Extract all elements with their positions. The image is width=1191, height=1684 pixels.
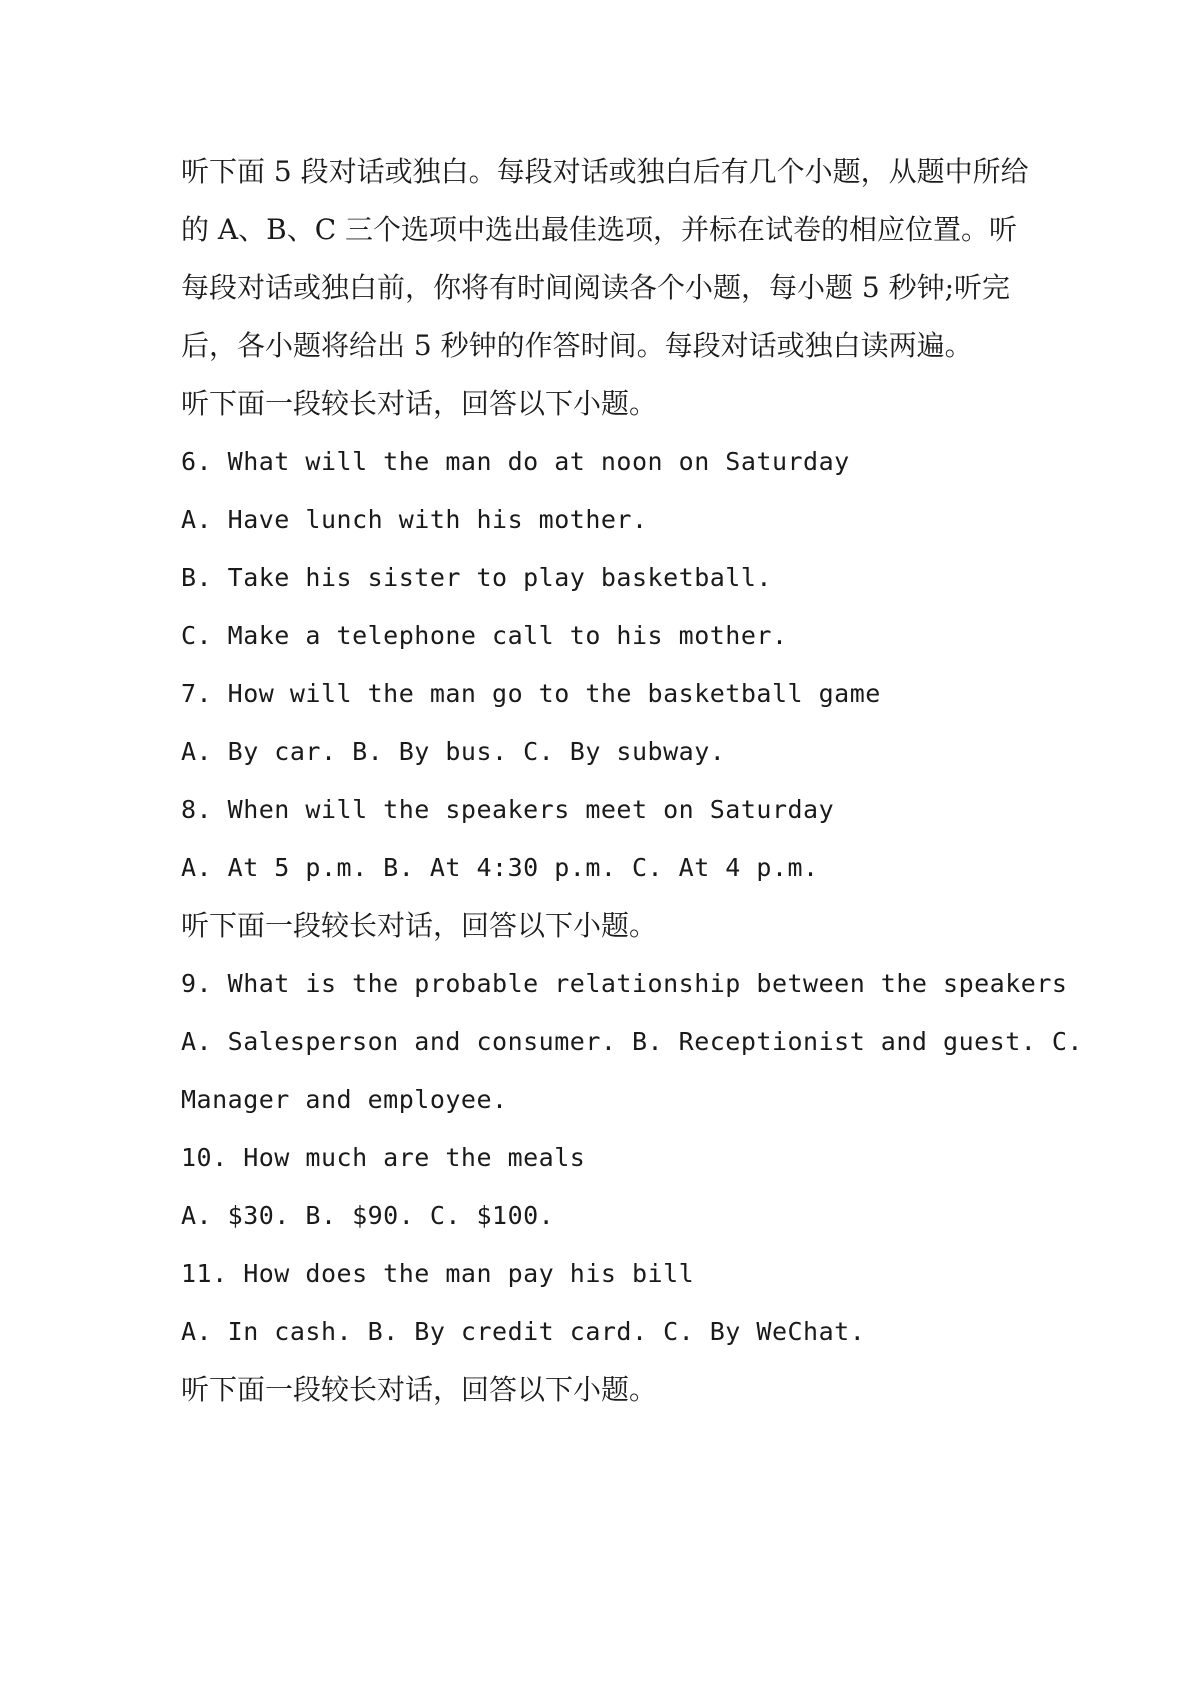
instruction-line-1: 听下面 5 段对话或独白。每段对话或独白后有几个小题，从题中所给 bbox=[181, 155, 1029, 188]
question-9-options: A. Salesperson and consumer. B. Receptionist and guest. C. bbox=[181, 1027, 1083, 1056]
instruction-line-2: 的 A、B、C 三个选项中选出最佳选项，并标在试卷的相应位置。听 bbox=[181, 213, 1018, 246]
question-10: 10. How much are the meals bbox=[181, 1143, 586, 1172]
question-9: 9. What is the probable relationship between the speakers bbox=[181, 969, 1068, 998]
section-heading: 听下面一段较长对话，回答以下小题。 bbox=[181, 909, 658, 942]
section-heading: 听下面一段较长对话，回答以下小题。 bbox=[181, 1373, 658, 1406]
question-6-option-c: C. Make a telephone call to his mother. bbox=[181, 621, 788, 650]
question-9-options-continued: Manager and employee. bbox=[181, 1085, 508, 1114]
section-heading: 听下面一段较长对话，回答以下小题。 bbox=[181, 387, 658, 420]
question-7-options: A. By car. B. By bus. C. By subway. bbox=[181, 737, 726, 766]
instruction-line-4: 后，各小题将给出 5 秒钟的作答时间。每段对话或独白读两遍。 bbox=[181, 329, 973, 362]
question-8: 8. When will the speakers meet on Saturday bbox=[181, 795, 835, 824]
question-8-options: A. At 5 p.m. B. At 4:30 p.m. C. At 4 p.m. bbox=[181, 853, 819, 882]
question-7: 7. How will the man go to the basketball game bbox=[181, 679, 881, 708]
question-11: 11. How does the man pay his bill bbox=[181, 1259, 695, 1288]
instruction-line-3: 每段对话或独白前，你将有时间阅读各个小题，每小题 5 秒钟;听完 bbox=[181, 271, 1011, 304]
question-6-option-b: B. Take his sister to play basketball. bbox=[181, 563, 772, 592]
question-10-options: A. $30. B. $90. C. $100. bbox=[181, 1201, 555, 1230]
question-6-option-a: A. Have lunch with his mother. bbox=[181, 505, 648, 534]
question-6: 6. What will the man do at noon on Saturday bbox=[181, 447, 850, 476]
question-11-options: A. In cash. B. By credit card. C. By WeChat. bbox=[181, 1317, 866, 1346]
